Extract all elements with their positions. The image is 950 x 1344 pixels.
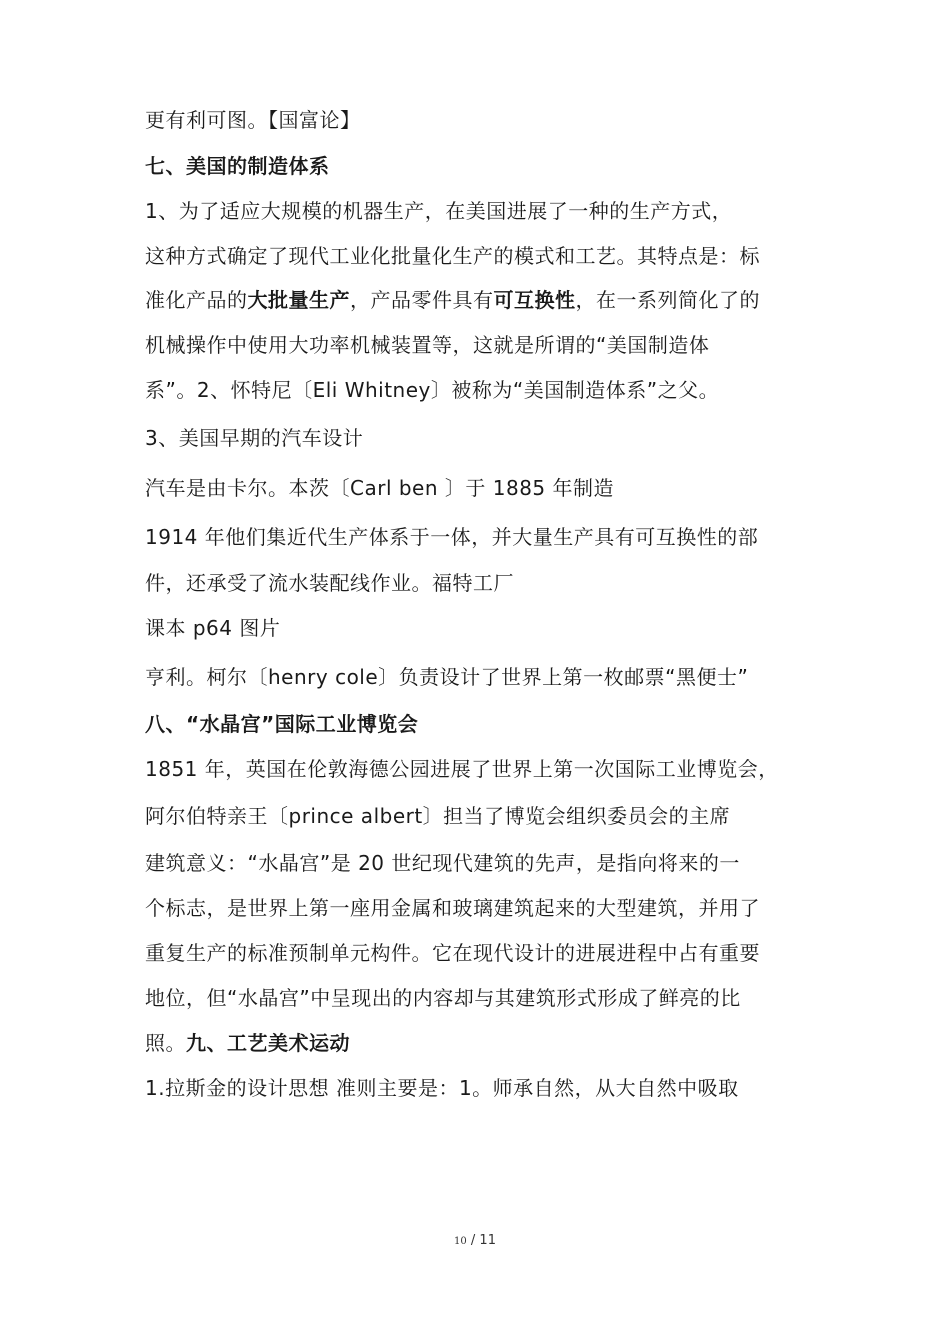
text-line: 1、为了适应大规模的机器生产，在美国进展了一种的生产方式， bbox=[145, 199, 733, 223]
total-pages: 11 bbox=[479, 1233, 496, 1248]
text-line: 重复生产的标准预制单元构件。它在现代设计的进展进程中占有重要 bbox=[145, 941, 760, 965]
text-line: 亨利。柯尔〔henry cole〕负责设计了世界上第一枚邮票“黑便士” bbox=[145, 665, 749, 689]
text-line: 地位，但“水晶宫”中呈现出的内容却与其建筑形式形成了鲜亮的比 bbox=[145, 986, 741, 1010]
section-heading-8: 八、“水晶宫”国际工业博览会 bbox=[145, 712, 419, 736]
text-line: 课本 p64 图片 bbox=[145, 616, 281, 640]
bold-text-interchangeability: 可互换性 bbox=[493, 288, 576, 312]
text-line: 汽车是由卡尔。本茨〔Carl ben 〕于 1885 年制造 bbox=[145, 476, 615, 500]
text-span: 准化产品的 bbox=[145, 288, 248, 312]
text-line: 阿尔伯特亲王〔prince albert〕担当了博览会组织委员会的主席 bbox=[145, 804, 731, 828]
text-line: 1914 年他们集近代生产体系于一体，并大量生产具有可互换性的部 bbox=[145, 525, 759, 549]
text-span: ，在一系列简化了的 bbox=[575, 288, 760, 312]
text-line: 建筑意义：“水晶宫”是 20 世纪现代建筑的先声，是指向将来的一 bbox=[145, 851, 740, 875]
text-line: 机械操作中使用大功率机械装置等，这就是所谓的“美国制造体 bbox=[145, 333, 710, 357]
text-line: 这种方式确定了现代工业化批量化生产的模式和工艺。其特点是：标 bbox=[145, 244, 760, 268]
section-heading-9: 九、工艺美术运动 bbox=[186, 1031, 350, 1055]
text-line: 1.拉斯金的设计思想 准则主要是：1。师承自然，从大自然中吸取 bbox=[145, 1076, 739, 1100]
current-page: 10 bbox=[454, 1236, 467, 1247]
text-line: 3、美国早期的汽车设计 bbox=[145, 426, 364, 450]
page-number bbox=[0, 1232, 950, 1251]
text-line: 更有利可图。【国富论】 bbox=[145, 108, 361, 132]
text-line: 1851 年，英国在伦敦海德公园进展了世界上第一次国际工业博览会， bbox=[145, 757, 779, 781]
text-line: 个标志，是世界上第一座用金属和玻璃建筑起来的大型建筑，并用了 bbox=[145, 896, 760, 920]
text-span: ，产品零件具有 bbox=[350, 288, 494, 312]
section-heading-7: 七、美国的制造体系 bbox=[145, 154, 330, 178]
bold-text-mass-production: 大批量生产 bbox=[247, 288, 350, 312]
text-line-mixed bbox=[145, 286, 815, 314]
text-line-mixed bbox=[145, 1029, 815, 1057]
text-line: 系”。2、怀特尼〔Eli Whitney〕被称为“美国制造体系”之父。 bbox=[145, 378, 720, 402]
text-span: 照。 bbox=[145, 1031, 186, 1055]
page-separator: / bbox=[466, 1233, 480, 1248]
text-line: 件，还承受了流水装配线作业。福特工厂 bbox=[145, 571, 514, 595]
